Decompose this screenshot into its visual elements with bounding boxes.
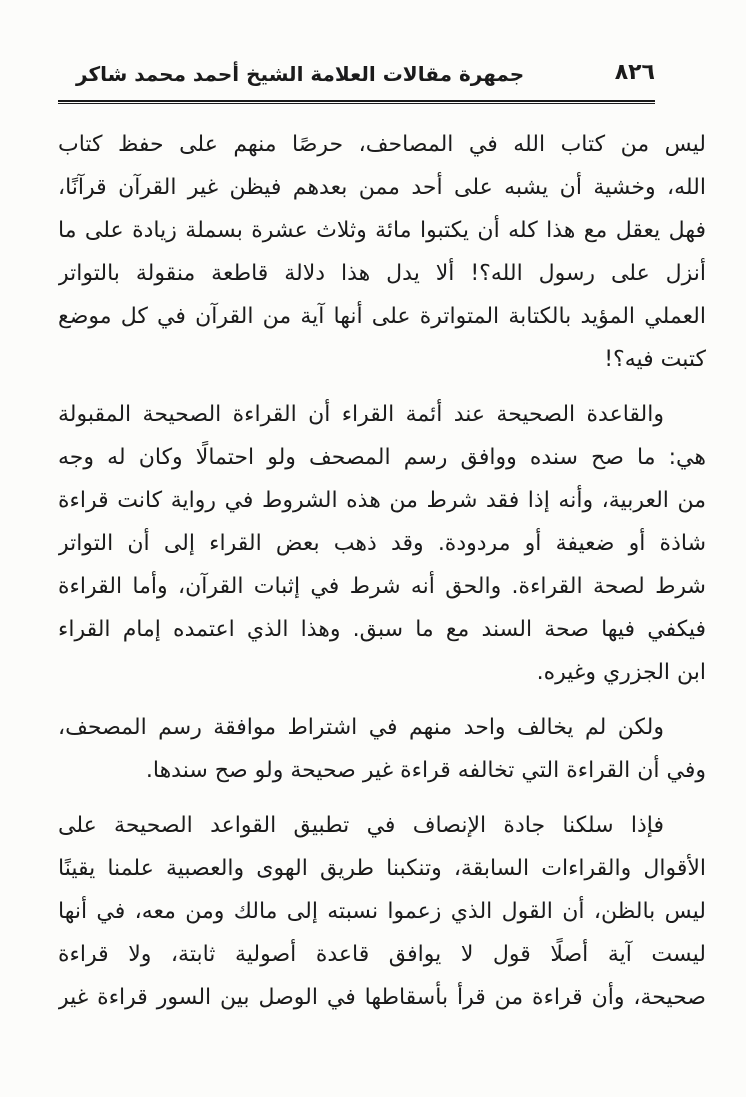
text-line: العملي المؤيد بالكتابة المتواترة على أنها آية من القرآن في كل موضع — [58, 304, 706, 329]
text-line: ولكن لم يخالف واحد منهم في اشتراط موافقة رسم المصحف، — [58, 715, 664, 740]
text-line: فهل يعقل مع هذا كله أن يكتبوا مائة وثلاث عشرة بسملة زيادة على ما — [58, 218, 706, 243]
text-line: فيكفي فيها صحة السند مع ما سبق. وهذا الذي اعتمده إمام القراء — [58, 617, 706, 642]
header-rule-divider — [58, 100, 655, 104]
text-line: فإذا سلكنا جادة الإنصاف في تطبيق القواعد الصحيحة على — [58, 813, 664, 838]
text-line: ليس من كتاب الله في المصاحف، حرصًا منهم على حفظ كتاب — [58, 132, 706, 157]
paragraph-2 — [58, 393, 706, 694]
text-line: الله، وخشية أن يشبه على أحد ممن بعدهم فيظن غير القرآن قرآنًا، — [58, 175, 706, 200]
page-number: ٨٢٦ — [614, 60, 655, 85]
text-line: كتبت فيه؟! — [604, 347, 706, 372]
text-line: صحيحة، وأن قراءة من قرأ بأسقاطها في الوصل بين السور قراءة غير — [58, 985, 706, 1010]
running-head-title: جمهرة مقالات العلامة الشيخ أحمد محمد شاكر — [76, 62, 525, 86]
paragraph-4 — [58, 804, 706, 1019]
text-line: ابن الجزري وغيره. — [536, 660, 706, 685]
paragraph-1 — [58, 123, 706, 381]
text-line: شاذة أو ضعيفة أو مردودة. وقد ذهب بعض القراء إلى أن التواتر — [58, 531, 706, 556]
text-line: ليس بالظن، أن القول الذي زعموا نسبته إلى مالك ومن معه، في أنها — [58, 899, 706, 924]
text-line: هي: ما صح سنده ووافق رسم المصحف ولو احتمالًا وكان له وجه — [58, 445, 706, 470]
text-line: شرط لصحة القراءة. والحق أنه شرط في إثبات القرآن، وأما القراءة — [58, 574, 706, 599]
text-line: والقاعدة الصحيحة عند أئمة القراء أن القراءة الصحيحة المقبولة — [58, 402, 664, 427]
text-line: أنزل على رسول الله؟! ألا يدل هذا دلالة قاطعة منقولة بالتواتر — [58, 261, 706, 286]
body-text — [58, 123, 706, 1019]
text-line: ليست آية أصلًا قول لا يوافق قاعدة أصولية ثابتة، ولا قراءة — [58, 942, 706, 967]
paragraph-3 — [58, 706, 706, 792]
text-line: من العربية، وأنه إذا فقد شرط من هذه الشروط في رواية كانت قراءة — [58, 488, 706, 513]
text-line: وفي أن القراءة التي تخالفه قراءة غير صحيحة ولو صح سندها. — [145, 758, 706, 783]
text-line: الأقوال والقراءات السابقة، وتنكبنا طريق الهوى والعصبية علمنا يقينًا — [58, 856, 706, 881]
page-header — [58, 58, 655, 98]
